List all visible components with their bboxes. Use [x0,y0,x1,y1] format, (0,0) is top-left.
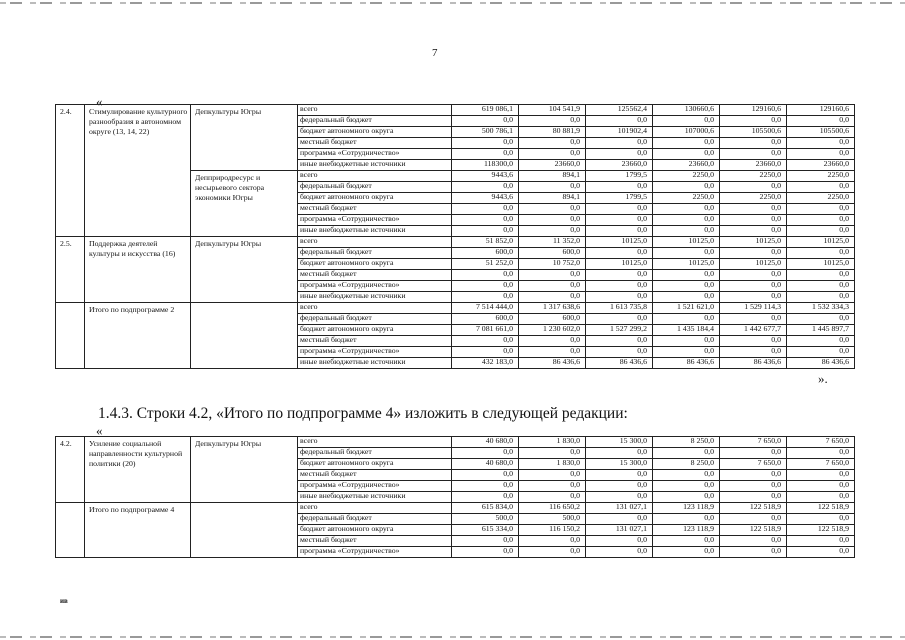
amount-cell: 1 230 602,0 [519,325,586,336]
amount-cell: 0,0 [787,547,855,558]
closing-quote-mark: ». [818,371,828,386]
amount-cell: 0,0 [787,470,855,481]
amount-cell: 0,0 [452,347,519,358]
amount-cell: 0,0 [653,182,720,193]
footer-mark: ив [60,597,68,605]
amount-cell: 1799,5 [586,171,653,182]
amount-cell: 0,0 [787,536,855,547]
funding-source-cell: бюджет автономного округа [298,325,452,336]
amount-cell: 0,0 [720,292,787,303]
amount-cell: 105500,6 [787,127,855,138]
amount-cell: 600,0 [519,248,586,259]
amount-cell: 0,0 [653,492,720,503]
amount-cell: 86 436,6 [653,358,720,369]
amount-cell: 0,0 [519,536,586,547]
amount-cell: 101902,4 [586,127,653,138]
amount-cell: 0,0 [653,226,720,237]
amount-cell: 0,0 [452,470,519,481]
opening-quote-mark: « [96,423,103,438]
funding-source-cell: местный бюджет [298,336,452,347]
amount-cell: 51 852,0 [452,237,519,248]
amount-cell: 2250,0 [787,171,855,182]
amount-cell: 0,0 [519,292,586,303]
funding-source-cell: всего [298,303,452,314]
funding-source-cell: бюджет автономного округа [298,459,452,470]
amount-cell: 0,0 [720,448,787,459]
amount-cell: 0,0 [519,281,586,292]
funding-source-cell: иные внебюджетные источники [298,358,452,369]
amount-cell: 7 650,0 [720,459,787,470]
amount-cell: 0,0 [787,270,855,281]
amount-cell: 0,0 [452,492,519,503]
amount-cell: 0,0 [519,492,586,503]
amount-cell: 0,0 [653,270,720,281]
amount-cell: 10125,0 [720,259,787,270]
amount-cell: 86 436,6 [586,358,653,369]
funding-source-cell: бюджет автономного округа [298,193,452,204]
amount-cell: 86 436,6 [720,358,787,369]
amount-cell: 1 442 677,7 [720,325,787,336]
amount-cell: 600,0 [519,314,586,325]
amount-cell: 0,0 [452,281,519,292]
amount-cell: 15 300,0 [586,459,653,470]
amount-cell: 0,0 [653,547,720,558]
table-row [56,105,855,116]
amount-cell: 0,0 [720,149,787,160]
amount-cell: 615 834,0 [452,503,519,514]
budget-table-subprogram-4 [55,436,855,558]
amount-cell: 104 541,9 [519,105,586,116]
amount-cell: 2250,0 [653,193,720,204]
amount-cell: 0,0 [787,182,855,193]
amount-cell: 0,0 [586,182,653,193]
amount-cell: 86 436,6 [519,358,586,369]
amount-cell: 1 527 299,2 [586,325,653,336]
amount-cell: 432 183,0 [452,358,519,369]
amount-cell: 0,0 [452,292,519,303]
funding-source-cell: федеральный бюджет [298,314,452,325]
funding-source-cell: программа «Сотрудничество» [298,481,452,492]
row-code-cell: 4.2. [56,437,85,503]
amount-cell: 1 830,0 [519,459,586,470]
amount-cell: 0,0 [787,149,855,160]
amount-cell: 0,0 [586,204,653,215]
amount-cell: 129160,6 [787,105,855,116]
amount-cell: 23660,0 [519,160,586,171]
amount-cell: 9443,6 [452,171,519,182]
amount-cell: 0,0 [653,347,720,358]
amendment-instruction: 1.4.3. Строки 4.2, «Итого по подпрограмме 4» изложить в следующей редакции: [98,405,628,422]
measure-title-cell: Поддержка деятелей культуры и искусства (16) [85,237,191,303]
executor-cell: Депкультуры Югры [191,105,298,171]
amount-cell: 10125,0 [653,237,720,248]
amount-cell: 615 334,0 [452,525,519,536]
amount-cell: 0,0 [787,448,855,459]
amount-cell: 0,0 [720,116,787,127]
amount-cell: 0,0 [787,314,855,325]
amount-cell: 0,0 [586,248,653,259]
row-code-cell [56,503,85,558]
funding-source-cell: местный бюджет [298,204,452,215]
measure-title-cell: Итого по подпрограмме 2 [85,303,191,369]
amount-cell: 116 650,2 [519,503,586,514]
amount-cell: 0,0 [653,116,720,127]
amount-cell: 0,0 [452,336,519,347]
amount-cell: 0,0 [452,536,519,547]
funding-source-cell: программа «Сотрудничество» [298,149,452,160]
amount-cell: 0,0 [653,204,720,215]
amount-cell: 500 786,1 [452,127,519,138]
amount-cell: 0,0 [586,292,653,303]
amount-cell: 0,0 [720,347,787,358]
amount-cell: 0,0 [787,292,855,303]
amount-cell: 0,0 [787,514,855,525]
funding-source-cell: местный бюджет [298,470,452,481]
amount-cell: 2250,0 [720,171,787,182]
amount-cell: 0,0 [452,226,519,237]
amount-cell: 0,0 [787,215,855,226]
amount-cell: 0,0 [720,536,787,547]
scan-artifact-bottom [0,636,905,638]
amount-cell: 0,0 [653,281,720,292]
amount-cell: 0,0 [653,215,720,226]
amount-cell: 0,0 [720,314,787,325]
executor-cell: Депкультуры Югры [191,237,298,303]
amount-cell: 0,0 [519,270,586,281]
table-row [56,237,855,248]
amount-cell: 0,0 [586,448,653,459]
amount-cell: 1 445 897,7 [787,325,855,336]
amount-cell: 40 680,0 [452,437,519,448]
executor-cell: Депприродресурс и несырьевого сектора экономики Югры [191,171,298,237]
amount-cell: 7 081 661,0 [452,325,519,336]
amount-cell: 0,0 [720,547,787,558]
funding-source-cell: местный бюджет [298,536,452,547]
amount-cell: 0,0 [787,347,855,358]
funding-source-cell: программа «Сотрудничество» [298,215,452,226]
amount-cell: 116 150,2 [519,525,586,536]
amount-cell: 0,0 [653,536,720,547]
funding-source-cell: федеральный бюджет [298,514,452,525]
amount-cell: 0,0 [586,347,653,358]
opening-quote-mark: « [96,94,103,109]
amount-cell: 129160,6 [720,105,787,116]
amount-cell: 8 250,0 [653,459,720,470]
amount-cell: 0,0 [653,481,720,492]
amount-cell: 0,0 [586,149,653,160]
amount-cell: 2250,0 [720,193,787,204]
amount-cell: 10125,0 [787,259,855,270]
amount-cell: 600,0 [452,248,519,259]
funding-source-cell: иные внебюджетные источники [298,492,452,503]
amount-cell: 0,0 [586,138,653,149]
amount-cell: 0,0 [653,336,720,347]
amount-cell: 0,0 [720,492,787,503]
amount-cell: 0,0 [787,138,855,149]
amount-cell: 51 252,0 [452,259,519,270]
amount-cell: 1 521 621,0 [653,303,720,314]
amount-cell: 0,0 [653,149,720,160]
budget-table-subprogram-2 [55,104,855,369]
amount-cell: 80 881,9 [519,127,586,138]
amount-cell: 0,0 [787,248,855,259]
amount-cell: 0,0 [653,314,720,325]
funding-source-cell: иные внебюджетные источники [298,160,452,171]
amount-cell: 0,0 [452,116,519,127]
amount-cell: 0,0 [452,138,519,149]
executor-cell [191,303,298,369]
amount-cell: 0,0 [586,314,653,325]
amount-cell: 0,0 [586,215,653,226]
amount-cell: 40 680,0 [452,459,519,470]
amount-cell: 122 518,9 [787,525,855,536]
amount-cell: 131 027,1 [586,525,653,536]
amount-cell: 0,0 [653,470,720,481]
amount-cell: 500,0 [519,514,586,525]
funding-source-cell: местный бюджет [298,138,452,149]
funding-source-cell: иные внебюджетные источники [298,226,452,237]
amount-cell: 0,0 [720,270,787,281]
amount-cell: 7 650,0 [787,437,855,448]
amount-cell: 1 830,0 [519,437,586,448]
amount-cell: 118300,0 [452,160,519,171]
amount-cell: 1 529 114,3 [720,303,787,314]
amount-cell: 0,0 [586,481,653,492]
page-number: 7 [432,47,438,59]
amount-cell: 0,0 [519,204,586,215]
amount-cell: 0,0 [452,481,519,492]
amount-cell: 131 027,1 [586,503,653,514]
amount-cell: 0,0 [653,448,720,459]
amount-cell: 0,0 [519,448,586,459]
executor-cell [191,503,298,558]
amount-cell: 1 613 735,8 [586,303,653,314]
table-row [56,503,855,514]
funding-source-cell: бюджет автономного округа [298,259,452,270]
amount-cell: 0,0 [586,514,653,525]
amount-cell: 0,0 [787,281,855,292]
funding-source-cell: всего [298,437,452,448]
amount-cell: 894,1 [519,193,586,204]
executor-cell: Депкультуры Югры [191,437,298,503]
funding-source-cell: федеральный бюджет [298,248,452,259]
amount-cell: 0,0 [787,116,855,127]
amount-cell: 10 752,0 [519,259,586,270]
amount-cell: 0,0 [452,448,519,459]
table-row [56,303,855,314]
funding-source-cell: всего [298,105,452,116]
amount-cell: 0,0 [452,547,519,558]
amount-cell: 1 317 638,6 [519,303,586,314]
measure-title-cell: Итого по подпрограмме 4 [85,503,191,558]
amount-cell: 23660,0 [720,160,787,171]
amount-cell: 894,1 [519,171,586,182]
amount-cell: 9443,6 [452,193,519,204]
funding-source-cell: федеральный бюджет [298,182,452,193]
amount-cell: 0,0 [519,470,586,481]
amount-cell: 86 436,6 [787,358,855,369]
row-code-cell: 2.4. [56,105,85,237]
amount-cell: 2250,0 [653,171,720,182]
amount-cell: 10125,0 [586,237,653,248]
funding-source-cell: программа «Сотрудничество» [298,547,452,558]
amount-cell: 123 118,9 [653,503,720,514]
amount-cell: 122 518,9 [720,525,787,536]
amount-cell: 0,0 [586,547,653,558]
amount-cell: 0,0 [720,204,787,215]
amount-cell: 10125,0 [787,237,855,248]
amount-cell: 1 532 334,3 [787,303,855,314]
amount-cell: 7 650,0 [720,437,787,448]
amount-cell: 107000,6 [653,127,720,138]
amount-cell: 10125,0 [586,259,653,270]
amount-cell: 0,0 [452,182,519,193]
amount-cell: 0,0 [787,204,855,215]
row-code-cell: 2.5. [56,237,85,303]
amount-cell: 0,0 [720,182,787,193]
amount-cell: 23660,0 [586,160,653,171]
amount-cell: 0,0 [653,514,720,525]
amount-cell: 11 352,0 [519,237,586,248]
measure-title-cell: Стимулирование культурного разнообразия в автономном округе (13, 14, 22) [85,105,191,237]
amount-cell: 7 514 444,0 [452,303,519,314]
funding-source-cell: всего [298,237,452,248]
amount-cell: 0,0 [586,226,653,237]
amount-cell: 122 518,9 [787,503,855,514]
amount-cell: 0,0 [452,204,519,215]
funding-source-cell: всего [298,503,452,514]
amount-cell: 0,0 [653,138,720,149]
amount-cell: 1799,5 [586,193,653,204]
amount-cell: 0,0 [519,336,586,347]
amount-cell: 0,0 [586,536,653,547]
amount-cell: 123 118,9 [653,525,720,536]
amount-cell: 0,0 [787,336,855,347]
funding-source-cell: федеральный бюджет [298,448,452,459]
row-code-cell [56,303,85,369]
funding-source-cell: всего [298,171,452,182]
amount-cell: 0,0 [720,281,787,292]
amount-cell: 0,0 [519,547,586,558]
amount-cell: 0,0 [586,270,653,281]
funding-source-cell: программа «Сотрудничество» [298,281,452,292]
amount-cell: 0,0 [452,270,519,281]
amount-cell: 0,0 [519,481,586,492]
amount-cell: 0,0 [720,138,787,149]
funding-source-cell: программа «Сотрудничество» [298,347,452,358]
amount-cell: 0,0 [519,116,586,127]
amount-cell: 0,0 [586,470,653,481]
amount-cell: 500,0 [452,514,519,525]
amount-cell: 1 435 184,4 [653,325,720,336]
table-row [56,437,855,448]
amount-cell: 0,0 [519,215,586,226]
amount-cell: 619 086,1 [452,105,519,116]
amount-cell: 0,0 [519,138,586,149]
amount-cell: 10125,0 [720,237,787,248]
amount-cell: 0,0 [519,149,586,160]
amount-cell: 0,0 [452,149,519,160]
amount-cell: 10125,0 [653,259,720,270]
amount-cell: 23660,0 [653,160,720,171]
amount-cell: 125562,4 [586,105,653,116]
funding-source-cell: местный бюджет [298,270,452,281]
funding-source-cell: федеральный бюджет [298,116,452,127]
amount-cell: 2250,0 [787,193,855,204]
amount-cell: 0,0 [586,492,653,503]
amount-cell: 0,0 [653,248,720,259]
amount-cell: 0,0 [519,347,586,358]
amount-cell: 0,0 [787,226,855,237]
amount-cell: 0,0 [720,481,787,492]
amount-cell: 23660,0 [787,160,855,171]
amount-cell: 15 300,0 [586,437,653,448]
amount-cell: 0,0 [720,215,787,226]
amount-cell: 0,0 [519,226,586,237]
funding-source-cell: бюджет автономного округа [298,127,452,138]
amount-cell: 0,0 [586,336,653,347]
amount-cell: 600,0 [452,314,519,325]
funding-source-cell: иные внебюджетные источники [298,292,452,303]
amount-cell: 0,0 [720,226,787,237]
amount-cell: 0,0 [452,215,519,226]
amount-cell: 122 518,9 [720,503,787,514]
amount-cell: 0,0 [653,292,720,303]
amount-cell: 0,0 [787,481,855,492]
amount-cell: 0,0 [519,182,586,193]
amount-cell: 0,0 [586,281,653,292]
amount-cell: 0,0 [787,492,855,503]
measure-title-cell: Усиление социальной направленности культурной политики (20) [85,437,191,503]
amount-cell: 8 250,0 [653,437,720,448]
amount-cell: 130660,6 [653,105,720,116]
scan-artifact-top [0,2,905,4]
amount-cell: 0,0 [586,116,653,127]
amount-cell: 0,0 [720,248,787,259]
amount-cell: 7 650,0 [787,459,855,470]
amount-cell: 0,0 [720,470,787,481]
amount-cell: 105500,6 [720,127,787,138]
amount-cell: 0,0 [720,336,787,347]
amount-cell: 0,0 [720,514,787,525]
funding-source-cell: бюджет автономного округа [298,525,452,536]
